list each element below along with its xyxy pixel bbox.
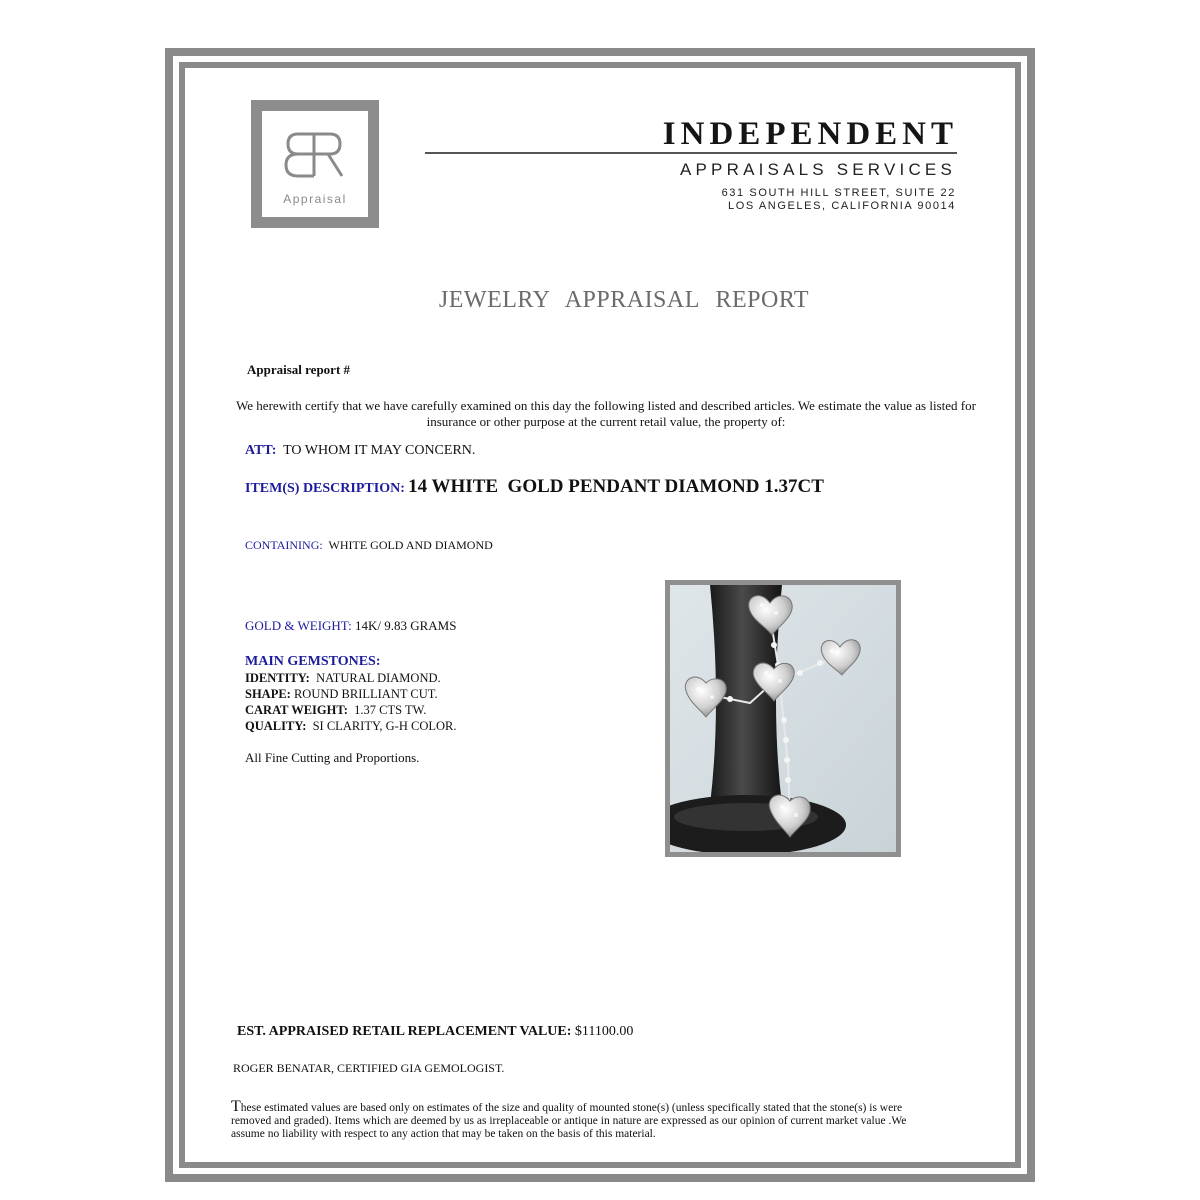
shape-value: ROUND BRILLIANT CUT.	[293, 687, 438, 701]
att-label: ATT:	[245, 443, 277, 458]
identity-value: NATURAL DIAMOND.	[316, 671, 441, 685]
gemologist-signature: ROGER BENATAR, CERTIFIED GIA GEMOLOGIST.	[233, 1061, 505, 1075]
company-name: INDEPENDENT	[662, 116, 958, 152]
company-subtitle: APPRAISALS SERVICES	[679, 160, 956, 179]
logo-label: Appraisal	[283, 192, 347, 206]
cutting-note: All Fine Cutting and Proportions.	[245, 750, 420, 765]
gold-label: GOLD & WEIGHT:	[245, 618, 352, 633]
address-line-2: LOS ANGELES, CALIFORNIA 90014	[728, 200, 956, 212]
quality-label: QUALITY:	[245, 719, 307, 733]
certification-text: We herewith certify that we have carefully examined on this day the following listed and described articles. We estimate the value as listed for insurance or other purpose at the current retail value, the property of:	[236, 398, 976, 429]
att-value: TO WHOM IT MAY CONCERN.	[283, 443, 476, 458]
br-monogram-icon	[284, 131, 346, 181]
pendant-photo	[665, 580, 901, 857]
report-title: JEWELRY APPRAISAL REPORT	[438, 287, 810, 313]
quality-line	[245, 719, 456, 734]
diamond-pendant-image	[670, 585, 896, 852]
containing-value: WHITE GOLD AND DIAMOND	[328, 538, 493, 552]
shape-label: SHAPE:	[245, 687, 291, 701]
company-logo	[251, 100, 379, 228]
carat-label: CARAT WEIGHT:	[245, 703, 348, 717]
appraised-value-label: EST. APPRAISED RETAIL REPLACEMENT VALUE:	[237, 1024, 572, 1039]
header-divider	[425, 152, 957, 154]
appraisal-report-number: Appraisal report #	[247, 362, 351, 377]
containing-line	[245, 538, 493, 553]
gold-value: 14K/ 9.83 GRAMS	[354, 618, 457, 633]
identity-label: IDENTITY:	[245, 671, 310, 685]
gemstones-heading: MAIN GEMSTONES:	[245, 654, 381, 669]
att-line	[245, 443, 475, 459]
quality-value: SI CLARITY, G-H COLOR.	[312, 719, 457, 733]
disclaimer-initial: T	[231, 1098, 241, 1115]
shape-line	[245, 687, 438, 702]
disclaimer-text	[231, 1100, 931, 1141]
items-value: 14 WHITE GOLD PENDANT DIAMOND 1.37CT	[408, 476, 824, 497]
identity-line	[245, 671, 441, 686]
items-label: ITEM(S) DESCRIPTION:	[245, 481, 405, 496]
appraised-value-amount: $11100.00	[574, 1024, 634, 1039]
gold-weight-line	[245, 618, 456, 634]
carat-line	[245, 703, 426, 718]
carat-value: 1.37 CTS TW.	[354, 703, 427, 717]
containing-label: CONTAINING:	[245, 538, 323, 552]
address-line-1: 631 SOUTH HILL STREET, SUITE 22	[721, 187, 956, 199]
disclaimer-body: hese estimated values are based only on estimates of the size and quality of mounted stone(s) (unless specifically stated that the stone(s) is were removed and graded). Items which are deemed by us as irreplaceable or antique in nature are expressed as our opinion of current market value .We assume no liability with respect to any action that may be taken on the basis of this material.	[231, 1102, 907, 1140]
appraised-value-line	[237, 1024, 633, 1040]
items-description	[245, 476, 824, 498]
